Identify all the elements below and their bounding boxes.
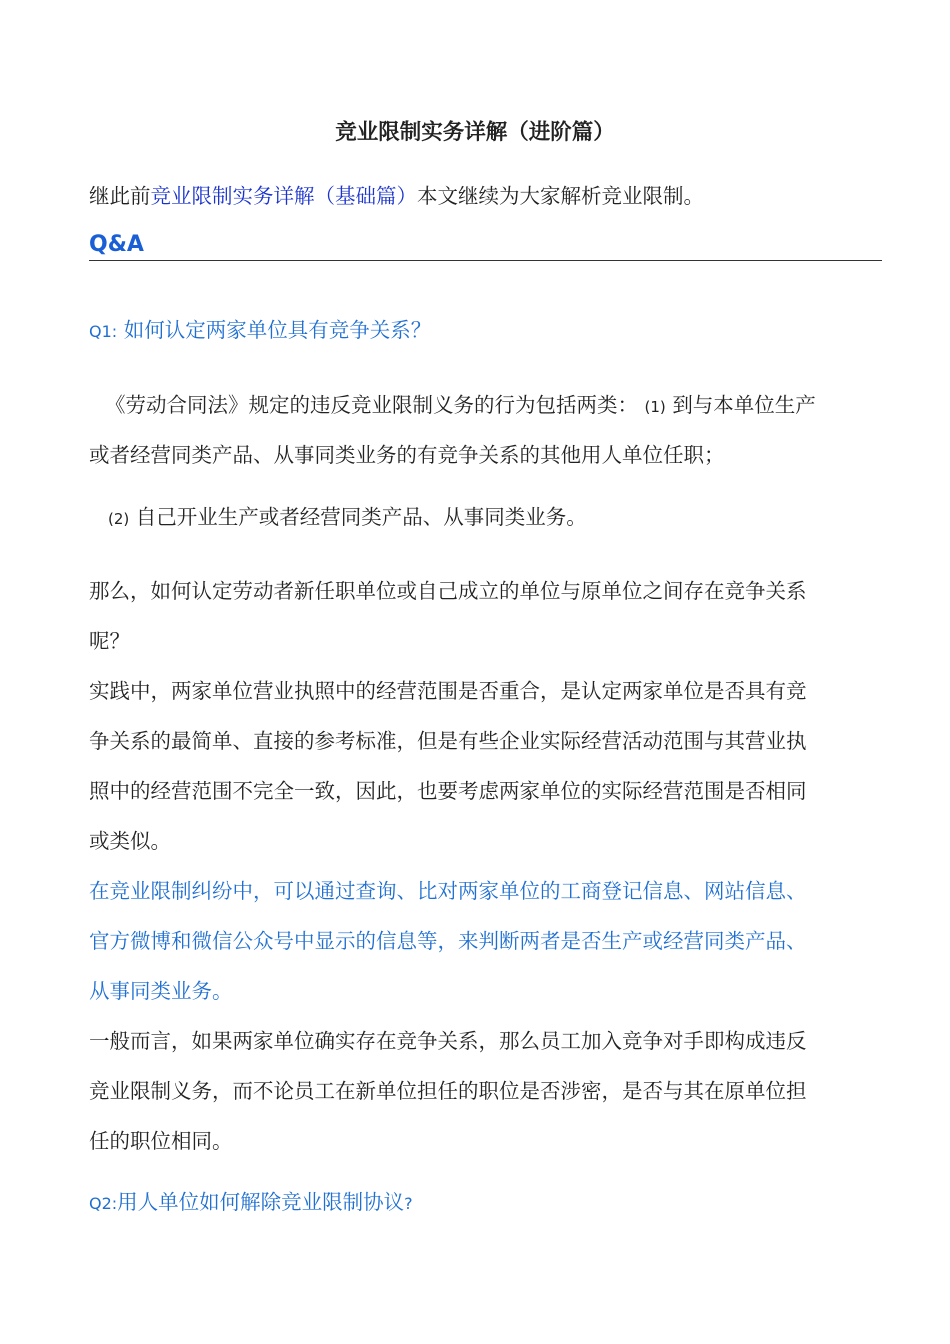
question-2-text: 用人单位如何解除竞业限制协议: [117, 1190, 405, 1214]
item-2-text: 自己开业生产或者经营同类产品、从事同类业务。: [135, 505, 587, 529]
question-1-text: 如何认定两家单位具有竞争关系？: [123, 318, 432, 342]
paragraph-5-line-2: 竞业限制义务，而不论员工在新单位担任的职位是否涉密，是否与其在原单位担: [89, 1079, 807, 1103]
paragraph-1-line-2: 或者经营同类产品、从事同类业务的有竞争关系的其他用人单位任职；: [89, 443, 725, 467]
qa-divider: [89, 260, 882, 261]
question-2-label: Q2:: [89, 1194, 118, 1213]
paragraph-3-line-4: 或类似。: [89, 829, 171, 853]
question-1: [89, 316, 431, 346]
page-title: 竞业限制实务详解（进阶篇）: [335, 120, 615, 145]
paragraph-1-line-3: [108, 503, 587, 533]
paragraph-5-line-1: 一般而言，如果两家单位确实存在竞争关系，那么员工加入竞争对手即构成违反: [89, 1029, 807, 1053]
paragraph-4-line-2: 官方微博和微信公众号中显示的信息等，来判断两者是否生产或经营同类产品、: [89, 929, 807, 953]
intro-paragraph: [89, 182, 704, 210]
intro-suffix: 本文继续为大家解析竞业限制。: [417, 184, 704, 208]
paragraph-3-line-3: 照中的经营范围不完全一致，因此，也要考虑两家单位的实际经营范围是否相同: [89, 779, 807, 803]
question-1-label: Q1: [89, 322, 112, 341]
paragraph-2-line-1: 那么，如何认定劳动者新任职单位或自己成立的单位与原单位之间存在竞争关系: [89, 579, 807, 603]
paragraph-3-line-2: 争关系的最简单、直接的参考标准，但是有些企业实际经营活动范围与其营业执: [89, 729, 807, 753]
question-2: [89, 1188, 413, 1218]
question-2-mark: ?: [404, 1194, 413, 1213]
paragraph-4-line-3: 从事同类业务。: [89, 979, 233, 1003]
question-1-separator: :: [111, 322, 118, 341]
paragraph-1-line-1: [105, 391, 816, 421]
basics-article-link[interactable]: 竞业限制实务详解（基础篇）: [150, 184, 417, 208]
paragraph-1-tail: 到与本单位生产: [672, 393, 816, 417]
intro-prefix: 继此前: [89, 184, 151, 208]
paragraph-1-text: 《劳动合同法》规定的违反竞业限制义务的行为包括两类：: [105, 393, 638, 417]
item-2-number: (2): [108, 510, 130, 528]
item-1-number: (1): [644, 398, 666, 416]
paragraph-5-line-3: 任的职位相同。: [89, 1129, 233, 1153]
paragraph-2-line-2: 呢？: [89, 629, 130, 653]
paragraph-4-line-1: 在竞业限制纠纷中，可以通过查询、比对两家单位的工商登记信息、网站信息、: [89, 879, 807, 903]
qa-heading: Q&A: [89, 232, 144, 257]
paragraph-3-line-1: 实践中，两家单位营业执照中的经营范围是否重合，是认定两家单位是否具有竞: [89, 679, 807, 703]
